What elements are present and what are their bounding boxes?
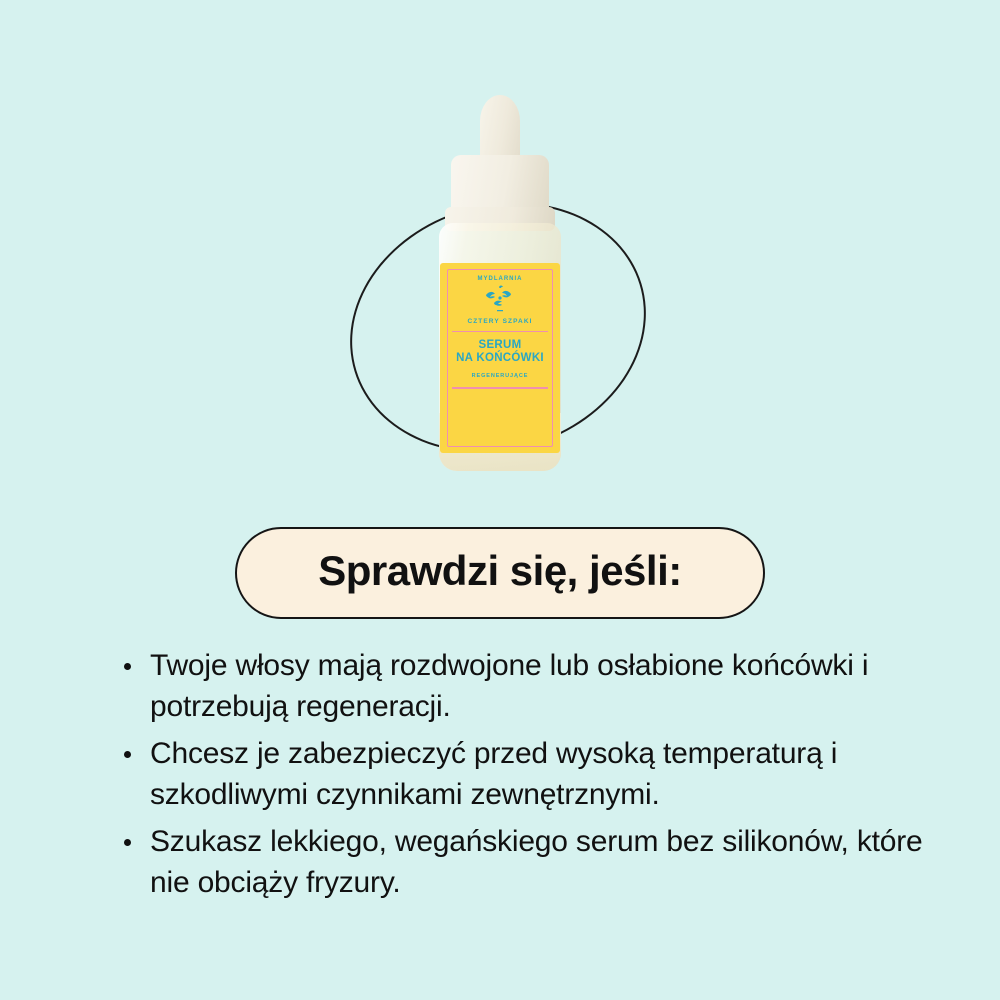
list-item: Chcesz je zabezpieczyć przed wysoką temperaturą i szkodliwymi czynnikami zewnętrznymi. [120,733,930,815]
product-name-line2: NA KOŃCÓWKI [456,351,544,364]
brand-bottom-text: CZTERY SZPAKI [467,318,533,325]
birds-emblem-icon [477,283,523,317]
product-name-line1: SERUM [478,339,522,352]
product-subtitle: REGENERUJĄCE [471,373,529,380]
product-label [440,263,560,453]
label-divider-top [452,331,548,332]
heading-pill [235,527,765,619]
label-divider-bottom [452,387,548,388]
benefits-list [0,645,1000,903]
page-title: Sprawdzi się, jeśli: [318,547,682,594]
list-item: Twoje włosy mają rozdwojone lub osłabione końcówki i potrzebują regeneracji. [120,645,930,727]
dropper-cap [451,155,549,213]
list-item: Szukasz lekkiego, wegańskiego serum bez silikonów, które nie obciąży fryzury. [120,821,930,903]
brand-top-text: MYDLARNIA [477,275,523,283]
